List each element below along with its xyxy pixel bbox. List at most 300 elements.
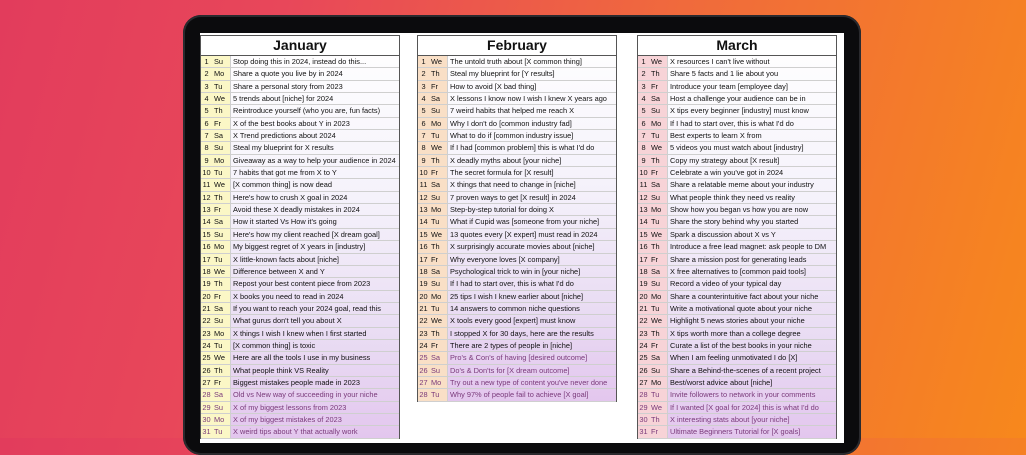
day-number: 5 (638, 105, 649, 116)
calendar-row (418, 365, 616, 377)
day-number: 23 (202, 328, 211, 338)
calendar-row (638, 278, 836, 290)
weekday: Th (212, 105, 230, 116)
weekday: Fr (212, 377, 230, 388)
day-number: 24 (639, 340, 648, 350)
calendar-row (418, 192, 616, 204)
weekday: Sa (649, 179, 667, 190)
calendar-row (638, 291, 836, 303)
post-idea: Share the story behind why you started (667, 216, 836, 227)
weekday: Mo (649, 377, 667, 388)
day-number: 30 (639, 414, 648, 424)
day-number: 14 (419, 217, 428, 227)
calendar-row (418, 105, 616, 117)
post-idea: Why everyone loves [X company] (447, 254, 616, 265)
calendar-row (638, 204, 836, 216)
post-idea: Introduce your team [employee day] (667, 81, 836, 92)
day-number: 31 (639, 427, 648, 437)
calendar-row (418, 130, 616, 142)
post-idea: Share a personal story from 2023 (230, 81, 399, 92)
weekday: Fr (649, 340, 667, 351)
post-idea: Curate a list of the best books in your niche (667, 340, 836, 351)
weekday: Mo (429, 204, 447, 215)
day-number: 5 (201, 105, 212, 116)
post-idea: Do's & Don'ts for [X dream outcome] (447, 365, 616, 376)
day-number: 1 (638, 56, 649, 67)
calendar-row (418, 291, 616, 303)
weekday: Fr (429, 81, 447, 92)
calendar-row (201, 266, 399, 278)
calendar-row (201, 118, 399, 130)
calendar-row (638, 130, 836, 142)
calendar-row (418, 56, 616, 68)
post-idea: What gurus don't tell you about X (230, 315, 399, 326)
calendar-row (418, 303, 616, 315)
day-number: 27 (202, 377, 211, 387)
weekday: Tu (429, 303, 447, 314)
weekday: Fr (212, 204, 230, 215)
weekday: We (649, 142, 667, 153)
calendar-row (201, 340, 399, 352)
day-number: 18 (639, 266, 648, 276)
post-idea: Why I don't do [common industry fad] (447, 118, 616, 129)
weekday: Tu (649, 303, 667, 314)
day-number: 15 (202, 229, 211, 239)
month-column-march (637, 35, 837, 439)
post-idea: Write a motivational quote about your niche (667, 303, 836, 314)
post-idea: Introduce a free lead magnet: ask people to DM (667, 241, 836, 252)
weekday: Mo (212, 328, 230, 339)
calendar-row (418, 68, 616, 80)
post-idea: Difference between X and Y (230, 266, 399, 277)
day-number: 31 (202, 427, 211, 437)
post-idea: Stop doing this in 2024, instead do this... (230, 56, 399, 67)
day-number: 21 (639, 303, 648, 313)
post-idea: 25 tips I wish I knew earlier about [niche] (447, 291, 616, 302)
weekday: Sa (649, 352, 667, 363)
day-number: 14 (202, 217, 211, 227)
weekday: We (429, 56, 447, 67)
day-number: 19 (639, 279, 648, 289)
post-idea: X resources I can't live without (667, 56, 836, 67)
calendar-row (201, 192, 399, 204)
weekday: Tu (212, 340, 230, 351)
day-number: 20 (202, 291, 211, 301)
calendar-row (638, 328, 836, 340)
post-idea: Psychological trick to win in [your niche] (447, 266, 616, 277)
day-number: 6 (201, 118, 212, 129)
day-number: 25 (419, 353, 428, 363)
weekday: We (649, 56, 667, 67)
weekday: Su (649, 192, 667, 203)
post-idea: What people think VS Reality (230, 365, 399, 376)
laptop-screen (200, 33, 844, 443)
post-idea: The secret formula for [X result] (447, 167, 616, 178)
post-idea: Celebrate a win you've got in 2024 (667, 167, 836, 178)
calendar-row (201, 402, 399, 414)
day-number: 4 (201, 93, 212, 104)
day-number: 26 (202, 365, 211, 375)
post-idea: Try out a new type of content you've never done (447, 377, 616, 388)
calendar-row (201, 365, 399, 377)
post-idea: How it started Vs How it's going (230, 216, 399, 227)
weekday: We (649, 315, 667, 326)
day-number: 15 (639, 229, 648, 239)
day-number: 28 (419, 390, 428, 400)
weekday: We (429, 142, 447, 153)
weekday: Sa (649, 93, 667, 104)
calendar-row (418, 155, 616, 167)
day-number: 9 (201, 155, 212, 166)
day-number: 3 (638, 81, 649, 92)
weekday: Th (649, 241, 667, 252)
weekday: Fr (212, 118, 230, 129)
calendar-row (638, 377, 836, 389)
day-number: 18 (419, 266, 428, 276)
post-idea: How to avoid [X bad thing] (447, 81, 616, 92)
weekday: Mo (649, 291, 667, 302)
post-idea: X tips every beginner [industry] must know (667, 105, 836, 116)
day-number: 6 (418, 118, 429, 129)
day-number: 26 (419, 365, 428, 375)
post-idea: Best/worst advice about [niche] (667, 377, 836, 388)
day-number: 16 (639, 242, 648, 252)
calendar-row (418, 216, 616, 228)
day-number: 19 (202, 279, 211, 289)
post-idea: Share a mission post for generating leads (667, 254, 836, 265)
calendar-row (201, 291, 399, 303)
post-idea: What to do if [common industry issue] (447, 130, 616, 141)
post-idea: If I had [common problem] this is what I'd do (447, 142, 616, 153)
post-idea: X Trend predictions about 2024 (230, 130, 399, 141)
day-number: 25 (639, 353, 648, 363)
weekday: Mo (212, 414, 230, 425)
day-number: 27 (639, 377, 648, 387)
day-number: 7 (638, 130, 649, 141)
calendar-row (201, 414, 399, 426)
calendar-row (201, 93, 399, 105)
day-number: 2 (201, 68, 212, 79)
post-idea: X free alternatives to [common paid tools] (667, 266, 836, 277)
weekday: Fr (212, 291, 230, 302)
weekday: Th (212, 278, 230, 289)
calendar-row (418, 204, 616, 216)
weekday: Tu (649, 216, 667, 227)
day-number: 4 (418, 93, 429, 104)
calendar-row (201, 328, 399, 340)
calendar-row (638, 179, 836, 191)
day-number: 2 (638, 68, 649, 79)
calendar-row (638, 315, 836, 327)
day-number: 28 (639, 390, 648, 400)
post-idea: 7 habits that got me from X to Y (230, 167, 399, 178)
day-number: 11 (639, 180, 648, 190)
calendar-row (418, 81, 616, 93)
day-number: 8 (201, 142, 212, 153)
weekday: Fr (429, 254, 447, 265)
weekday: Th (649, 155, 667, 166)
post-idea: Giveaway as a way to help your audience in 2024 (230, 155, 399, 166)
weekday: Fr (649, 81, 667, 92)
weekday: Fr (429, 340, 447, 351)
weekday: We (429, 315, 447, 326)
post-idea: Why 97% of people fail to achieve [X goal] (447, 389, 616, 400)
post-idea: My biggest regret of X years in [industry] (230, 241, 399, 252)
weekday: We (649, 229, 667, 240)
month-column-february (417, 35, 617, 402)
calendar-row (638, 142, 836, 154)
day-number: 28 (202, 390, 211, 400)
weekday: We (212, 93, 230, 104)
post-idea: X surprisingly accurate movies about [niche] (447, 241, 616, 252)
day-number: 4 (638, 93, 649, 104)
weekday: Su (212, 142, 230, 153)
weekday: Mo (212, 241, 230, 252)
day-number: 21 (419, 303, 428, 313)
post-idea: Share 5 facts and 1 lie about you (667, 68, 836, 79)
post-idea: Best experts to learn X from (667, 130, 836, 141)
weekday: Th (429, 241, 447, 252)
calendar-row (638, 155, 836, 167)
calendar-row (201, 179, 399, 191)
post-idea: X things I wish I knew when I first started (230, 328, 399, 339)
day-number: 8 (418, 142, 429, 153)
day-number: 26 (639, 365, 648, 375)
weekday: Mo (212, 68, 230, 79)
post-idea: Show how you began vs how you are now (667, 204, 836, 215)
post-idea: X of my biggest lessons from 2023 (230, 402, 399, 413)
post-idea: Invite followers to network in your comments (667, 389, 836, 400)
post-idea: If I wanted [X goal for 2024] this is what I'd do (667, 402, 836, 413)
weekday: Sa (212, 216, 230, 227)
post-idea: What if Cupid was [someone from your niche] (447, 216, 616, 227)
month-column-january (200, 35, 400, 439)
day-number: 22 (639, 316, 648, 326)
weekday: We (212, 179, 230, 190)
calendar-row (638, 266, 836, 278)
post-idea: If I had to start over, this is what I'd do (667, 118, 836, 129)
day-number: 17 (419, 254, 428, 264)
day-number: 2 (418, 68, 429, 79)
day-number: 27 (419, 377, 428, 387)
day-number: 1 (201, 56, 212, 67)
day-number: 11 (202, 180, 211, 190)
calendar-row (638, 402, 836, 414)
weekday: Mo (429, 291, 447, 302)
calendar-row (638, 352, 836, 364)
weekday: Th (429, 328, 447, 339)
month-rows (638, 56, 836, 439)
post-idea: Avoid these X deadly mistakes in 2024 (230, 204, 399, 215)
weekday: Su (649, 278, 667, 289)
post-idea: 7 weird habits that helped me reach X (447, 105, 616, 116)
calendar-row (638, 254, 836, 266)
month-title: February (418, 36, 616, 56)
day-number: 14 (639, 217, 648, 227)
month-title: January (201, 36, 399, 56)
calendar-row (418, 229, 616, 241)
post-idea: Spark a discussion about X vs Y (667, 229, 836, 240)
calendar-row (418, 377, 616, 389)
day-number: 13 (202, 205, 211, 215)
post-idea: Share a relatable meme about your industry (667, 179, 836, 190)
calendar-row (418, 328, 616, 340)
calendar-row (201, 130, 399, 142)
day-number: 1 (418, 56, 429, 67)
post-idea: Share a quote you live by in 2024 (230, 68, 399, 79)
weekday: Su (649, 105, 667, 116)
calendar-row (638, 216, 836, 228)
weekday: Mo (429, 118, 447, 129)
calendar-row (201, 303, 399, 315)
day-number: 5 (418, 105, 429, 116)
calendar-row (201, 377, 399, 389)
weekday: Mo (649, 204, 667, 215)
weekday: Su (429, 365, 447, 376)
day-number: 25 (202, 353, 211, 363)
calendar-row (638, 81, 836, 93)
calendar-row (638, 93, 836, 105)
day-number: 18 (202, 266, 211, 276)
weekday: Tu (212, 167, 230, 178)
post-idea: Pro's & Con's of having [desired outcome] (447, 352, 616, 363)
weekday: Su (212, 229, 230, 240)
post-idea: Reintroduce yourself (who you are, fun facts) (230, 105, 399, 116)
post-idea: X things that need to change in [niche] (447, 179, 616, 190)
day-number: 9 (638, 155, 649, 166)
post-idea: Here's how my client reached [X dream goal] (230, 229, 399, 240)
post-idea: [X common thing] is toxic (230, 340, 399, 351)
post-idea: 5 trends about [niche] for 2024 (230, 93, 399, 104)
day-number: 10 (202, 168, 211, 178)
day-number: 22 (419, 316, 428, 326)
calendar-row (638, 365, 836, 377)
calendar-row (638, 229, 836, 241)
post-idea: X tools every good [expert] must know (447, 315, 616, 326)
weekday: Fr (649, 167, 667, 178)
calendar-row (201, 315, 399, 327)
calendar-row (201, 216, 399, 228)
post-idea: X interesting stats about [your niche] (667, 414, 836, 425)
calendar-row (201, 81, 399, 93)
calendar-row (638, 414, 836, 426)
weekday: Su (429, 192, 447, 203)
calendar-row (418, 179, 616, 191)
weekday: Tu (212, 81, 230, 92)
post-idea: I stopped X for 30 days, here are the results (447, 328, 616, 339)
day-number: 15 (419, 229, 428, 239)
calendar-row (638, 192, 836, 204)
post-idea: Host a challenge your audience can be in (667, 93, 836, 104)
calendar-row (418, 389, 616, 401)
post-idea: Record a video of your typical day (667, 278, 836, 289)
weekday: Su (212, 315, 230, 326)
day-number: 8 (638, 142, 649, 153)
weekday: Fr (649, 426, 667, 437)
weekday: Th (212, 365, 230, 376)
weekday: Sa (212, 303, 230, 314)
calendar-row (201, 352, 399, 364)
calendar-row (638, 426, 836, 438)
day-number: 20 (639, 291, 648, 301)
weekday: Tu (649, 130, 667, 141)
day-number: 22 (202, 316, 211, 326)
post-idea: When I am feeling unmotivated I do [X] (667, 352, 836, 363)
calendar-row (201, 142, 399, 154)
post-idea: If you want to reach your 2024 goal, read this (230, 303, 399, 314)
calendar-row (638, 167, 836, 179)
day-number: 10 (639, 168, 648, 178)
weekday: Th (212, 192, 230, 203)
calendar-row (638, 340, 836, 352)
day-number: 19 (419, 279, 428, 289)
post-idea: Repost your best content piece from 2023 (230, 278, 399, 289)
weekday: Sa (429, 266, 447, 277)
post-idea: What people think they need vs reality (667, 192, 836, 203)
post-idea: X deadly myths about [your niche] (447, 155, 616, 166)
day-number: 20 (419, 291, 428, 301)
day-number: 23 (419, 328, 428, 338)
calendar-row (418, 315, 616, 327)
calendar-row (638, 56, 836, 68)
weekday: Tu (429, 216, 447, 227)
post-idea: X little-known facts about [niche] (230, 254, 399, 265)
calendar-row (418, 118, 616, 130)
post-idea: X tips worth more than a college degree (667, 328, 836, 339)
weekday: Sa (212, 130, 230, 141)
day-number: 30 (202, 414, 211, 424)
post-idea: Steal my blueprint for X results (230, 142, 399, 153)
calendar-row (201, 254, 399, 266)
calendar-row (638, 303, 836, 315)
post-idea: There are 2 types of people in [niche] (447, 340, 616, 351)
calendar-row (201, 56, 399, 68)
day-number: 16 (202, 242, 211, 252)
calendar-row (638, 68, 836, 80)
calendar-row (418, 278, 616, 290)
day-number: 11 (419, 180, 428, 190)
post-idea: Here's how to crush X goal in 2024 (230, 192, 399, 203)
post-idea: Old vs New way of succeeding in your niche (230, 389, 399, 400)
weekday: Th (649, 414, 667, 425)
day-number: 13 (639, 205, 648, 215)
calendar-row (201, 229, 399, 241)
weekday: Th (429, 68, 447, 79)
day-number: 3 (418, 81, 429, 92)
post-idea: Here are all the tools I use in my business (230, 352, 399, 363)
day-number: 16 (419, 242, 428, 252)
weekday: Su (429, 105, 447, 116)
post-idea: 5 videos you must watch about [industry] (667, 142, 836, 153)
post-idea: Highlight 5 news stories about your niche (667, 315, 836, 326)
calendar-row (201, 426, 399, 438)
post-idea: Copy my strategy about [X result] (667, 155, 836, 166)
month-rows (418, 56, 616, 402)
post-idea: 7 proven ways to get [X result] in 2024 (447, 192, 616, 203)
day-number: 24 (419, 340, 428, 350)
calendar-row (638, 241, 836, 253)
post-idea: If I had to start over, this is what I'd do (447, 278, 616, 289)
calendar-row (201, 167, 399, 179)
weekday: Fr (649, 254, 667, 265)
month-rows (201, 56, 399, 439)
post-idea: Share a counterintuitive fact about your niche (667, 291, 836, 302)
day-number: 3 (201, 81, 212, 92)
post-idea: X lessons I know now I wish I knew X years ago (447, 93, 616, 104)
day-number: 12 (419, 192, 428, 202)
weekday: Sa (649, 266, 667, 277)
calendar-row (201, 155, 399, 167)
